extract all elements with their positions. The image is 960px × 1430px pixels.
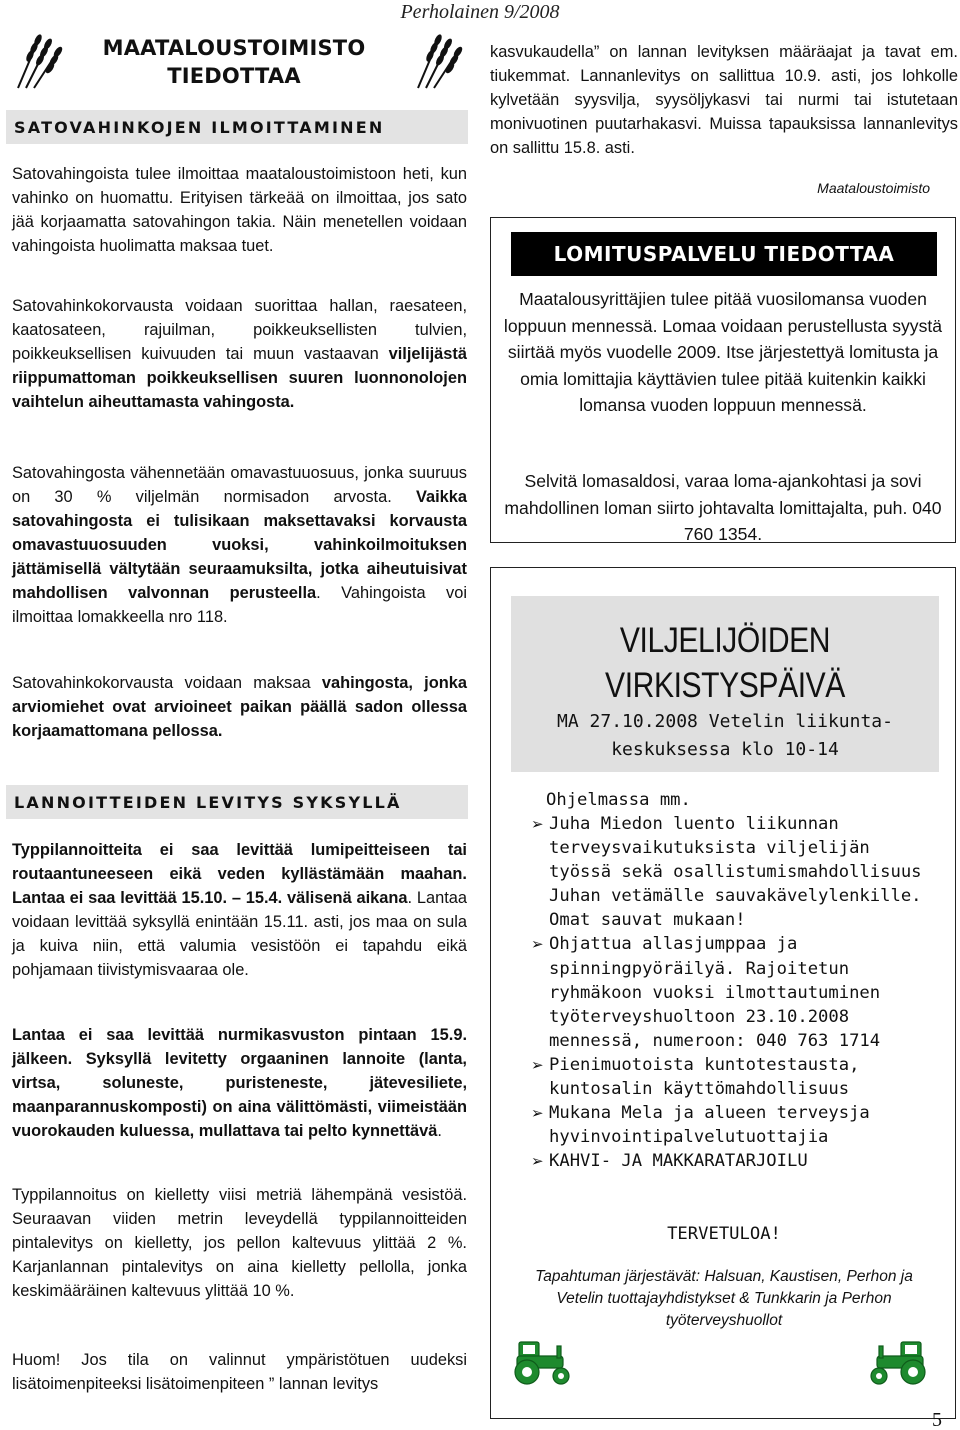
signature: Maataloustoimisto — [817, 180, 930, 196]
program-item-text: Pienimuotoista kuntotestausta, kuntosalin käyttömahdollisuus — [549, 1054, 860, 1100]
program-heading: Ohjelmassa mm. — [546, 790, 691, 810]
organizers: Tapahtuman järjestävät: Halsuan, Kaustisen, Perhon ja Vetelin tuottajayhdistykset & Tunkkarin ja Perhon työterveyshuollot — [535, 1268, 913, 1329]
text-plain: . Vahingoista voi ilmoittaa lomakkeella nro 118. — [12, 584, 467, 626]
masthead-line1: MAATALOUSTOIMISTO — [102, 36, 366, 60]
section1-paragraph-1: Satovahingoista tulee ilmoittaa maataloustoimistoon heti, kun vahinko on huomattu. Erityisen tärkeää on ilmoittaa, jos sato jää korjaamatta satovahingon takia. Näin menetellen voidaan vahingoista huolimatta maksaa tuet. — [12, 165, 467, 255]
lomitus-paragraph-2: Selvitä lomasaldosi, varaa loma-ajankohtasi ja sovi mahdollinen loman siirto johtavalta lomittajalta, puh. 040 760 1354. — [504, 471, 942, 544]
arrow-bullet-icon: ➢ — [531, 935, 544, 954]
section-heading-lannoitteet: LANNOITTEIDEN LEVITYS SYKSYLLÄ — [6, 785, 468, 819]
event-title-line2: VIRKISTYSPÄIVÄ — [605, 666, 845, 705]
program-item-text: KAHVI- JA MAKKARATARJOILU — [549, 1151, 808, 1172]
section1-paragraph-3 — [12, 461, 467, 629]
arrow-bullet-icon: ➢ — [531, 1104, 544, 1123]
section-heading-satovahingot: SATOVAHINKOJEN ILMOITTAMINEN — [6, 110, 468, 144]
tractor-icon — [507, 1336, 577, 1386]
section2-paragraph-3 — [12, 1183, 467, 1303]
list-item — [511, 812, 941, 932]
arrow-bullet-icon: ➢ — [531, 1055, 544, 1074]
event-title — [541, 618, 909, 708]
section1-body — [12, 162, 467, 258]
masthead-line2: TIEDOTTAA — [167, 64, 301, 88]
event-date — [511, 708, 939, 764]
section1-paragraph-4 — [12, 671, 467, 743]
text-bold: Vaikka satovahingosta ei tulisikaan maksettavaksi korvausta omavastuuosuuden vuoksi, vahinkoilmoituksen jättämisellä vältytään seuraamuksilta, jotka aiheutuisivat mahdollisen valvonnan perusteella — [12, 488, 467, 602]
text-bold: Lantaa ei saa levittää nurmikasvuston pintaan 15.9. jälkeen. Syksyllä levitetty orgaaninen lannoite (lanta, virtsa, soluneste, puristeneste, jätevesiliete, maanparannuskomposti) on aina välittömästi, viimeistään vuorokauden kuluessa, mullattava tai pelto kynnettävä — [12, 1026, 467, 1140]
program-item-text: Mukana Mela ja alueen terveysja hyvinvointipalvelutuottajia — [549, 1103, 870, 1148]
text-plain: . Lantaa voidaan levittää syksyllä enintään 15.11. asti, jos maa on sula ja kuiva niin, että valumia vesistöön ei tapahdu eikä pohjamaan tiivistymisvaaraa ole. — [12, 889, 467, 979]
section1-paragraph-2 — [12, 294, 467, 414]
program-item-text: Juha Miedon luento liikunnan terveysvaikutuksista viljelijän työssä sekä osallistumismahdollisuus Juhan vetämälle sauvakävelylenkille. Omat sauvat mukaan! — [549, 814, 922, 931]
greeting: TERVETULOA! — [667, 1224, 781, 1244]
masthead — [4, 22, 472, 94]
lomitus-paragraph-1: Maatalousyrittäjien tulee pitää vuosilomansa vuoden loppuun mennessä. Lomaa voidaan perustellusta syystä siirtää myös vuodelle 2009. Itse järjestettyä lomitusta ja omia lomittajia käyttävien tulee pitää kuitenkin kaikki lomansa vuoden loppuun mennessä. — [503, 289, 943, 415]
event-title-line1: VILJELIJÖIDEN — [619, 621, 831, 660]
text-bold: vahingosta, jonka arviomiehet ovat arvioineet paikan päällä sadon ollessa korjaamattomana pellossa. — [12, 674, 467, 740]
list-item — [511, 1101, 941, 1149]
text-bold: Typpilannoitteita ei saa levittää lumipeitteiseen tai routaantuneeseen eikä veden kyllästämään maahan. Lantaa ei saa levittää 15.10. – 15.4. välisenä aikana — [12, 841, 467, 907]
section2-paragraph-4 — [12, 1348, 467, 1396]
page-number: 5 — [932, 1409, 942, 1430]
program-item-text: Ohjattua allasjumppaa ja spinningpyöräilyä. Rajoitetun ryhmäkoon vuoksi ilmottautuminen työterveyshuoltoon 23.10.2008 mennessä, numeroon: 040 763 1714 — [549, 934, 881, 1051]
publication-header: Perholainen 9/2008 — [400, 1, 560, 23]
lomitus-box — [490, 217, 956, 543]
masthead-title — [74, 34, 394, 90]
list-item — [511, 1053, 941, 1101]
wheat-icon — [10, 26, 70, 92]
section2-paragraph-4-text: Huom! Jos tila on valinnut ympäristötuen uudeksi lisätoimenpiteeksi lisätoimenpiteen ” lannan levitys — [12, 1351, 467, 1393]
tractor-icon — [863, 1336, 933, 1386]
section2-paragraph-3-text: Typpilannoitus on kielletty viisi metriä lähempänä vesistöä. Seuraavan viiden metrin leveydellä typpilannoitteiden pintalevitys on kielletty, jos pellon kaltevuus ylittää 2 %. Karjanlannan pintalevitys on aina kielletty pellolla, jonka keskimääräinen kaltevuus ylittää 10 %. — [12, 1186, 467, 1300]
arrow-bullet-icon: ➢ — [531, 1152, 544, 1171]
program-list — [511, 812, 941, 1173]
list-item — [511, 932, 941, 1052]
event-date-line1: MA 27.10.2008 Vetelin liikunta- — [557, 711, 893, 732]
text-plain: Satovahinkokorvausta voidaan suorittaa hallan, raesateen, kaatosateen, rajuilman, poikkeuksellisten tulvien, poikkeuksellisen kuivuuden tai muun vastaavan — [12, 297, 467, 363]
text-plain: . — [437, 1122, 442, 1140]
text-bold: viljelijästä riippumattoman poikkeuksellisen suuren luonnonolojen vaihtelun aiheuttamasta vahingosta. — [12, 345, 467, 411]
continuation-text: kasvukaudella” on lannan levityksen määräajat ja tavat em. tiukemmat. Lannanlevitys on sallittua 10.9. asti, jos lohkolle kylvetään syysvilja, syysöljykasvi tai nurmi tai istutetaan monivuotinen puutarhakasvi. Muissa tapauksissa lannanlevitys on sallittu 15.8. asti. — [490, 43, 958, 157]
text-plain: Satovahinkokorvausta voidaan maksaa — [12, 674, 322, 692]
wheat-icon — [408, 26, 468, 92]
lomitus-heading: LOMITUSPALVELU TIEDOTTAA — [511, 232, 937, 276]
section2-paragraph-2 — [12, 1023, 467, 1143]
list-item — [511, 1149, 941, 1173]
event-title-panel — [511, 596, 939, 772]
section2-paragraph-1 — [12, 838, 467, 982]
event-box — [490, 567, 956, 1419]
event-date-line2: keskuksessa klo 10-14 — [611, 739, 839, 760]
arrow-bullet-icon: ➢ — [531, 815, 544, 833]
text-plain: Satovahingosta vähennetään omavastuuosuus, jonka suuruus on 30 % viljelmän normisadon arvosta. — [12, 464, 467, 506]
